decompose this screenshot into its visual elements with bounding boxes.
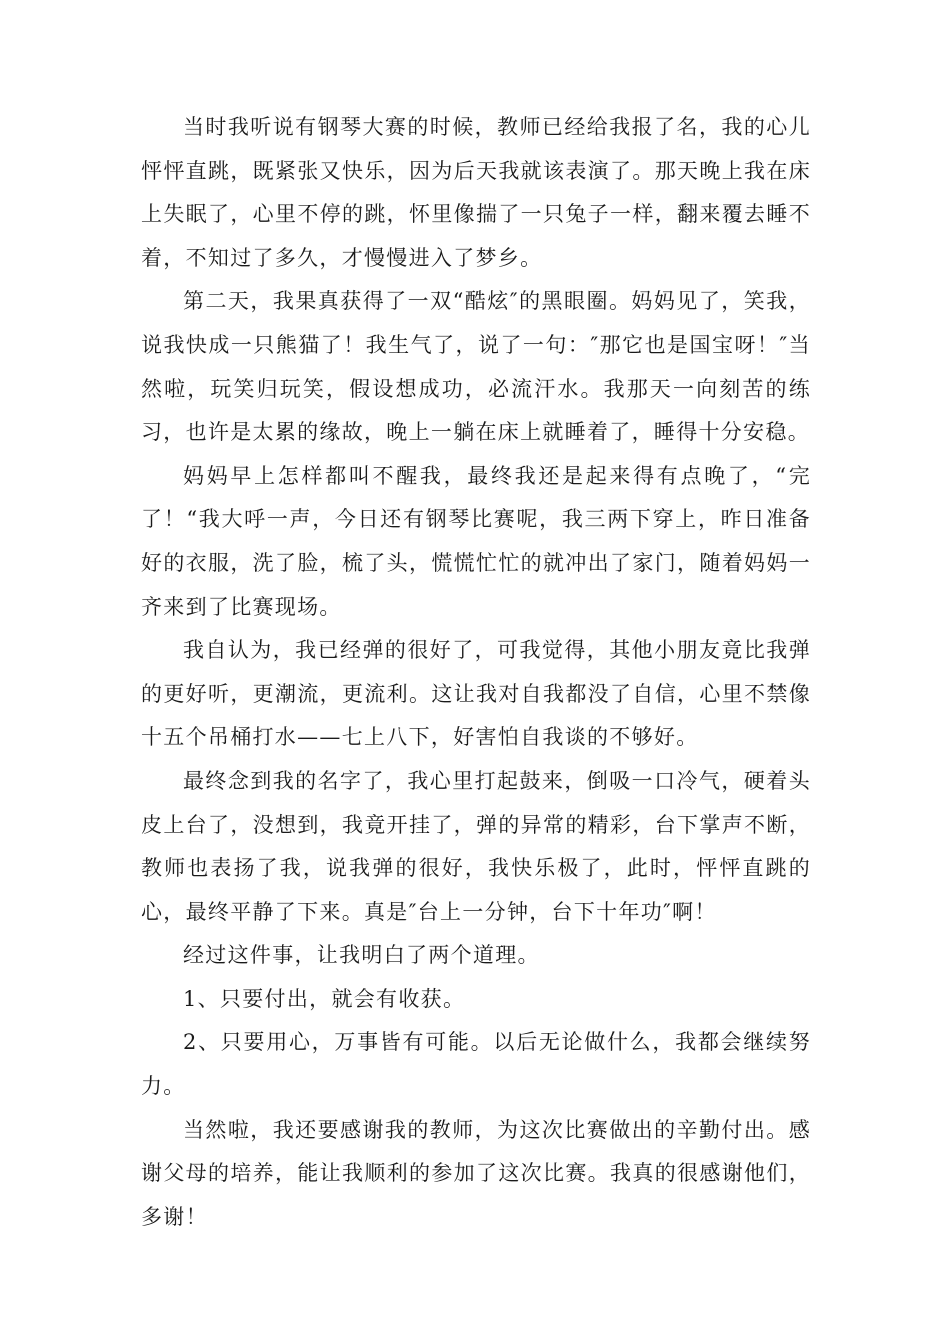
paragraph-2: 第二天，我果真获得了一双“酷炫″的黑眼圈。妈妈见了，笑我，说我快成一只熊猫了！我生气了，说了一句：″那它也是国宝呀！″当然啦，玩笑归玩笑，假设想成功，必流汗水。我那天一向刻苦的练习，也许是太累的缘故，晚上一躺在床上就睡着了，睡得十分安稳。 bbox=[141, 289, 811, 445]
paragraph-1: 当时我听说有钢琴大赛的时候，教师已经给我报了名，我的心儿怦怦直跳，既紧张又快乐，因为后天我就该表演了。那天晚上我在床上失眠了，心里不停的跳，怀里像揣了一只兔子一样，翻来覆去睡不着，不知过了多久，才慢慢进入了梦乡。 bbox=[141, 115, 811, 270]
document-body bbox=[141, 106, 811, 1239]
paragraph-8: 2、只要用心，万事皆有可能。以后无论做什么，我都会继续努力。 bbox=[141, 1030, 811, 1099]
paragraph-4: 我自认为，我已经弹的很好了，可我觉得，其他小朋友竟比我弹的更好听，更潮流，更流利。这让我对自我都没了自信，心里不禁像十五个吊桶打水——七上八下，好害怕自我谈的不够好。 bbox=[141, 638, 811, 750]
paragraph-3: 妈妈早上怎样都叫不醒我，最终我还是起来得有点晚了，“完了！“我大呼一声，今日还有钢琴比赛呢，我三两下穿上，昨日准备好的衣服，洗了脸，梳了头，慌慌忙忙的就冲出了家门，随着妈妈一齐来到了比赛现场。 bbox=[141, 463, 811, 619]
paragraph-6: 经过这件事，让我明白了两个道理。 bbox=[183, 943, 540, 968]
paragraph-7: 1、只要付出，就会有收获。 bbox=[183, 986, 466, 1011]
paragraph-5: 最终念到我的名字了，我心里打起鼓来，倒吸一口冷气，硬着头皮上台了，没想到，我竟开挂了，弹的异常的精彩，台下掌声不断，教师也表扬了我，说我弹的很好，我快乐极了，此时，怦怦直跳的心，最终平静了下来。真是″台上一分钟，台下十年功″啊！ bbox=[141, 768, 811, 924]
paragraph-9: 当然啦，我还要感谢我的教师，为这次比赛做出的辛勤付出。感谢父母的培养，能让我顺利的参加了这次比赛。我真的很感谢他们，多谢！ bbox=[141, 1117, 811, 1229]
